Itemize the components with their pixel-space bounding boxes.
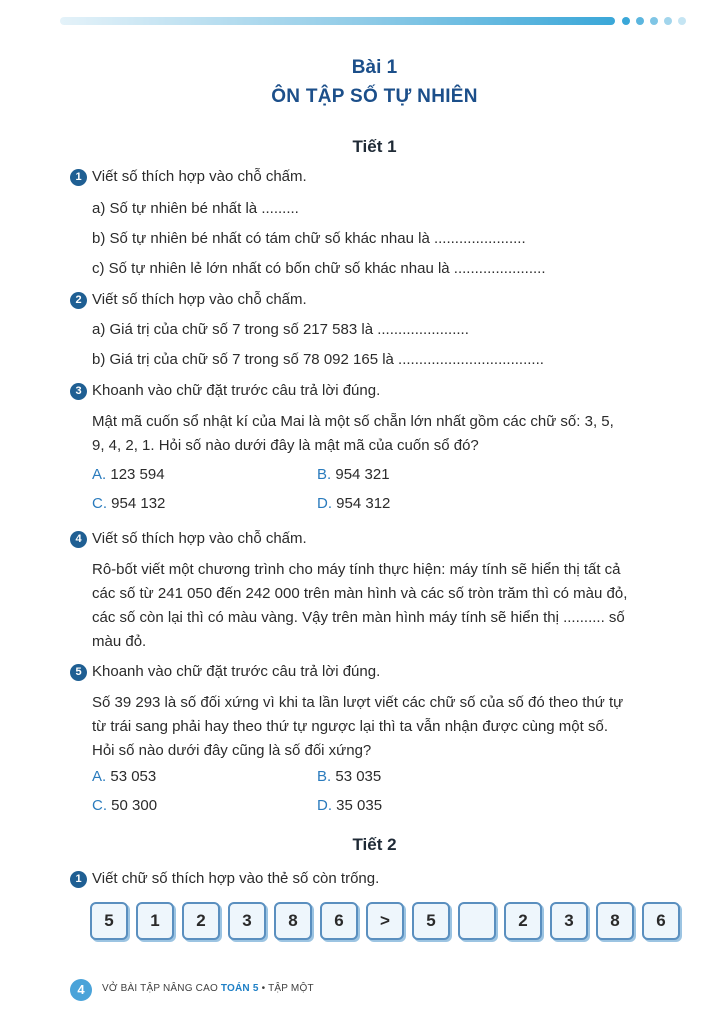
question-number-badge: 5 (70, 664, 87, 681)
lesson-number: Bài 1 (351, 57, 398, 78)
question-2-item-a: a) Giá trị của chữ số 7 trong số 217 583 là ...................... (92, 321, 469, 338)
question-5-line: từ trái sang phải hay theo thứ tự ngược lại thì ta vẫn nhận được cùng một số. (92, 718, 608, 735)
option-value: 53 053 (110, 768, 157, 785)
question-1-prompt: Viết số thích hợp vào chỗ chấm. (92, 168, 307, 185)
digit-card: 8 (596, 902, 634, 940)
answer-option-c[interactable] (92, 797, 157, 814)
lesson-heading: ÔN TẬP SỐ TỰ NHIÊN (271, 86, 478, 107)
digit-card: 2 (504, 902, 542, 940)
answer-option-b[interactable] (317, 768, 381, 785)
question-2-item-b: b) Giá trị của chữ số 7 trong số 78 092 165 là ................................... (92, 351, 544, 368)
comparison-card: > (366, 902, 404, 940)
section-title-1: Tiết 1 (352, 137, 397, 156)
question-6-prompt: Viết chữ số thích hợp vào thẻ số còn trống. (92, 870, 380, 887)
digit-card: 5 (90, 902, 128, 940)
question-5-prompt: Khoanh vào chữ đặt trước câu trả lời đúng. (92, 663, 381, 680)
digit-card: 6 (642, 902, 680, 940)
digit-card: 8 (274, 902, 312, 940)
question-4-prompt: Viết số thích hợp vào chỗ chấm. (92, 530, 307, 547)
question-1-item-a: a) Số tự nhiên bé nhất là ......... (92, 200, 299, 217)
question-number-badge: 1 (70, 169, 87, 186)
question-3-line: Mật mã cuốn sổ nhật kí của Mai là một số chẵn lớn nhất gồm các chữ số: 3, 5, (92, 413, 614, 430)
option-letter: C. (92, 797, 107, 814)
answer-option-c[interactable] (92, 495, 165, 512)
option-letter: B. (317, 768, 332, 785)
question-4-line: các số từ 241 050 đến 242 000 trên màn hình và các số tròn trăm thì có màu đỏ, (92, 585, 628, 602)
question-1-item-b: b) Số tự nhiên bé nhất có tám chữ số khác nhau là ...................... (92, 230, 526, 247)
question-4-line: màu đỏ. (92, 633, 147, 650)
option-value: 954 132 (111, 495, 166, 512)
digit-card: 2 (182, 902, 220, 940)
option-value: 123 594 (110, 466, 165, 483)
digit-card: 3 (550, 902, 588, 940)
answer-option-a[interactable] (92, 768, 156, 785)
option-letter: A. (92, 466, 107, 483)
answer-option-d[interactable] (317, 797, 382, 814)
header-dot (664, 17, 672, 25)
book-title (102, 983, 314, 994)
option-letter: A. (92, 768, 107, 785)
question-number-badge: 4 (70, 531, 87, 548)
digit-card: 1 (136, 902, 174, 940)
question-4-line: Rô-bốt viết một chương trình cho máy tính thực hiện: máy tính sẽ hiển thị tất cả (92, 561, 621, 578)
empty-digit-card[interactable] (458, 902, 496, 940)
page-number: 4 (70, 979, 92, 1001)
option-value: 954 321 (335, 466, 390, 483)
option-letter: D. (317, 797, 332, 814)
answer-option-a[interactable] (92, 466, 165, 483)
question-number-badge: 1 (70, 871, 87, 888)
question-3-prompt: Khoanh vào chữ đặt trước câu trả lời đúng. (92, 382, 381, 399)
answer-option-b[interactable] (317, 466, 390, 483)
question-number-badge: 3 (70, 383, 87, 400)
header-dot (636, 17, 644, 25)
option-value: 53 035 (335, 768, 382, 785)
option-letter: D. (317, 495, 332, 512)
question-4-line: các số còn lại thì có màu vàng. Vậy trên màn hình máy tính sẽ hiển thị .......... số (92, 609, 625, 626)
option-value: 35 035 (336, 797, 383, 814)
section-title-2: Tiết 2 (352, 835, 397, 854)
question-5-line: Hỏi số nào dưới đây cũng là số đối xứng? (92, 742, 372, 759)
question-3-line: 9, 4, 2, 1. Hỏi số nào dưới đây là mật mã của cuốn sổ đó? (92, 437, 479, 454)
header-dot (622, 17, 630, 25)
book-title-suffix: • TẬP MỘT (258, 983, 314, 994)
digit-card: 6 (320, 902, 358, 940)
digit-card: 5 (412, 902, 450, 940)
option-value: 954 312 (336, 495, 391, 512)
option-letter: B. (317, 466, 332, 483)
answer-option-d[interactable] (317, 495, 390, 512)
question-5-line: Số 39 293 là số đối xứng vì khi ta lần lượt viết các chữ số của số đó theo thứ tự (92, 694, 624, 711)
header-dot (650, 17, 658, 25)
book-subject: TOÁN 5 (220, 983, 259, 994)
header-bar (60, 17, 615, 25)
book-title-prefix: VỞ BÀI TẬP NÂNG CAO (102, 983, 221, 994)
header-dot (678, 17, 686, 25)
question-1-item-c: c) Số tự nhiên lẻ lớn nhất có bốn chữ số khác nhau là ...................... (92, 260, 546, 277)
option-value: 50 300 (111, 797, 158, 814)
question-2-prompt: Viết số thích hợp vào chỗ chấm. (92, 291, 307, 308)
digit-card: 3 (228, 902, 266, 940)
question-number-badge: 2 (70, 292, 87, 309)
option-letter: C. (92, 495, 107, 512)
